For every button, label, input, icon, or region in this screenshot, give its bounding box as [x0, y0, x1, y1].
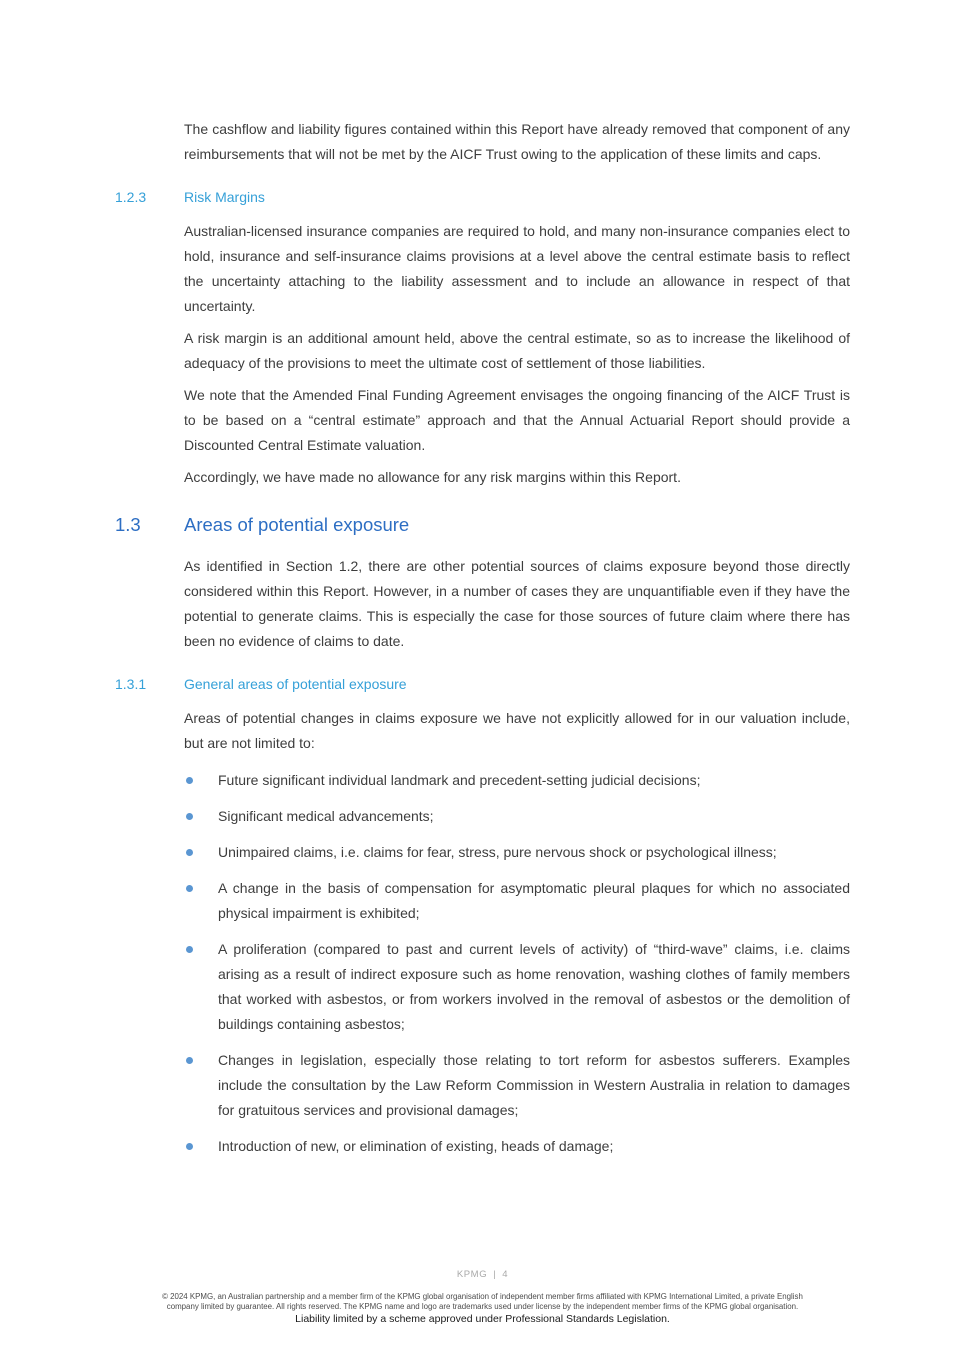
bullet-icon [186, 1143, 193, 1150]
bullet-text: Significant medical advancements; [218, 808, 434, 824]
list-item [184, 840, 850, 865]
paragraph: Accordingly, we have made no allowance for any risk margins within this Report. [184, 469, 681, 485]
bullet-icon [186, 1057, 193, 1064]
page-number: 4 [502, 1269, 509, 1280]
footer-copyright [0, 1292, 965, 1312]
section-heading-1-3 [115, 512, 850, 538]
copyright-line-2: company limited by guarantee. All rights reserved. The KPMG name and logo are trademarks used under license by the independent member firms of the KPMG global organisation. [166, 1302, 799, 1311]
section-title: General areas of potential exposure [184, 676, 407, 692]
section-title: Areas of potential exposure [184, 514, 410, 535]
bullet-icon [186, 849, 193, 856]
footer-liability-statement: Liability limited by a scheme approved under Professional Standards Legislation. [295, 1313, 670, 1325]
section-number: 1.3 [115, 514, 141, 535]
list-item [184, 1134, 850, 1159]
section-heading-1-3-1 [115, 672, 850, 697]
paragraph: As identified in Section 1.2, there are other potential sources of claims exposure beyond those directly considered within this Report. However, in a number of cases they are unquantifiable even if they have the potential to generate claims. This is especially the case for those sources of future claim where there has been no evidence of claims to date. [184, 558, 850, 649]
bullet-icon [186, 813, 193, 820]
list-item [184, 876, 850, 926]
list-item [184, 1048, 850, 1123]
paragraph: Australian-licensed insurance companies are required to hold, and many non-insurance companies elect to hold, insurance and self-insurance claims provisions at a level above the central estimate basis to reflect the uncertainty attaching to the liability assessment and to include an allowance in respect of that uncertainty. [184, 223, 850, 314]
bullet-text: A change in the basis of compensation for asymptomatic pleural plaques for which no associated physical impairment is exhibited; [218, 880, 850, 921]
section-heading-1-2-3 [115, 185, 850, 210]
bullet-text: A proliferation (compared to past and current levels of activity) of “third-wave” claims, i.e. claims arising as a result of indirect exposure such as home renovation, washing clothes of family members that worked with asbestos, or from workers involved in the removal of asbestos or the demolition of buildings containing asbestos; [218, 941, 850, 1032]
paragraph: Areas of potential changes in claims exposure we have not explicitly allowed for in our valuation include, but are not limited to: [184, 710, 850, 751]
bullet-text: Introduction of new, or elimination of existing, heads of damage; [218, 1138, 614, 1154]
bullet-icon [186, 946, 193, 953]
footer-separator: | [493, 1269, 497, 1280]
section-title: Risk Margins [184, 189, 265, 205]
bullet-list [184, 768, 850, 1159]
list-item [184, 937, 850, 1037]
footer-page-number [0, 1269, 965, 1280]
bullet-text: Unimpaired claims, i.e. claims for fear, stress, pure nervous shock or psychological illness; [218, 844, 777, 860]
section-number: 1.2.3 [115, 189, 147, 205]
paragraph: A risk margin is an additional amount held, above the central estimate, so as to increase the likelihood of adequacy of the provisions to meet the ultimate cost of settlement of those liabilities. [184, 330, 850, 371]
bullet-text: Future significant individual landmark and precedent-setting judicial decisions; [218, 772, 701, 788]
bullet-icon [186, 885, 193, 892]
list-item [184, 804, 850, 829]
footer-brand: KPMG [456, 1269, 488, 1280]
copyright-line-1: © 2024 KPMG, an Australian partnership and a member firm of the KPMG global organisation of independent member firms affiliated with KPMG International Limited, a private English [162, 1292, 803, 1301]
page-content [115, 117, 850, 1170]
bullet-text: Changes in legislation, especially those relating to tort reform for asbestos sufferers. Examples include the consultation by the Law Reform Commission in Western Australia in relation to damages for gratuitous services and provisional damages; [218, 1052, 850, 1118]
paragraph-lead: The cashflow and liability figures contained within this Report have already removed that component of any reimbursements that will not be met by the AICF Trust owing to the application of these limits and caps. [184, 121, 850, 162]
list-item [184, 768, 850, 793]
bullet-icon [186, 777, 193, 784]
section-number: 1.3.1 [115, 676, 147, 692]
paragraph: We note that the Amended Final Funding Agreement envisages the ongoing financing of the AICF Trust is to be based on a “central estimate” approach and that the Annual Actuarial Report should provide a Discounted Central Estimate valuation. [184, 387, 850, 453]
